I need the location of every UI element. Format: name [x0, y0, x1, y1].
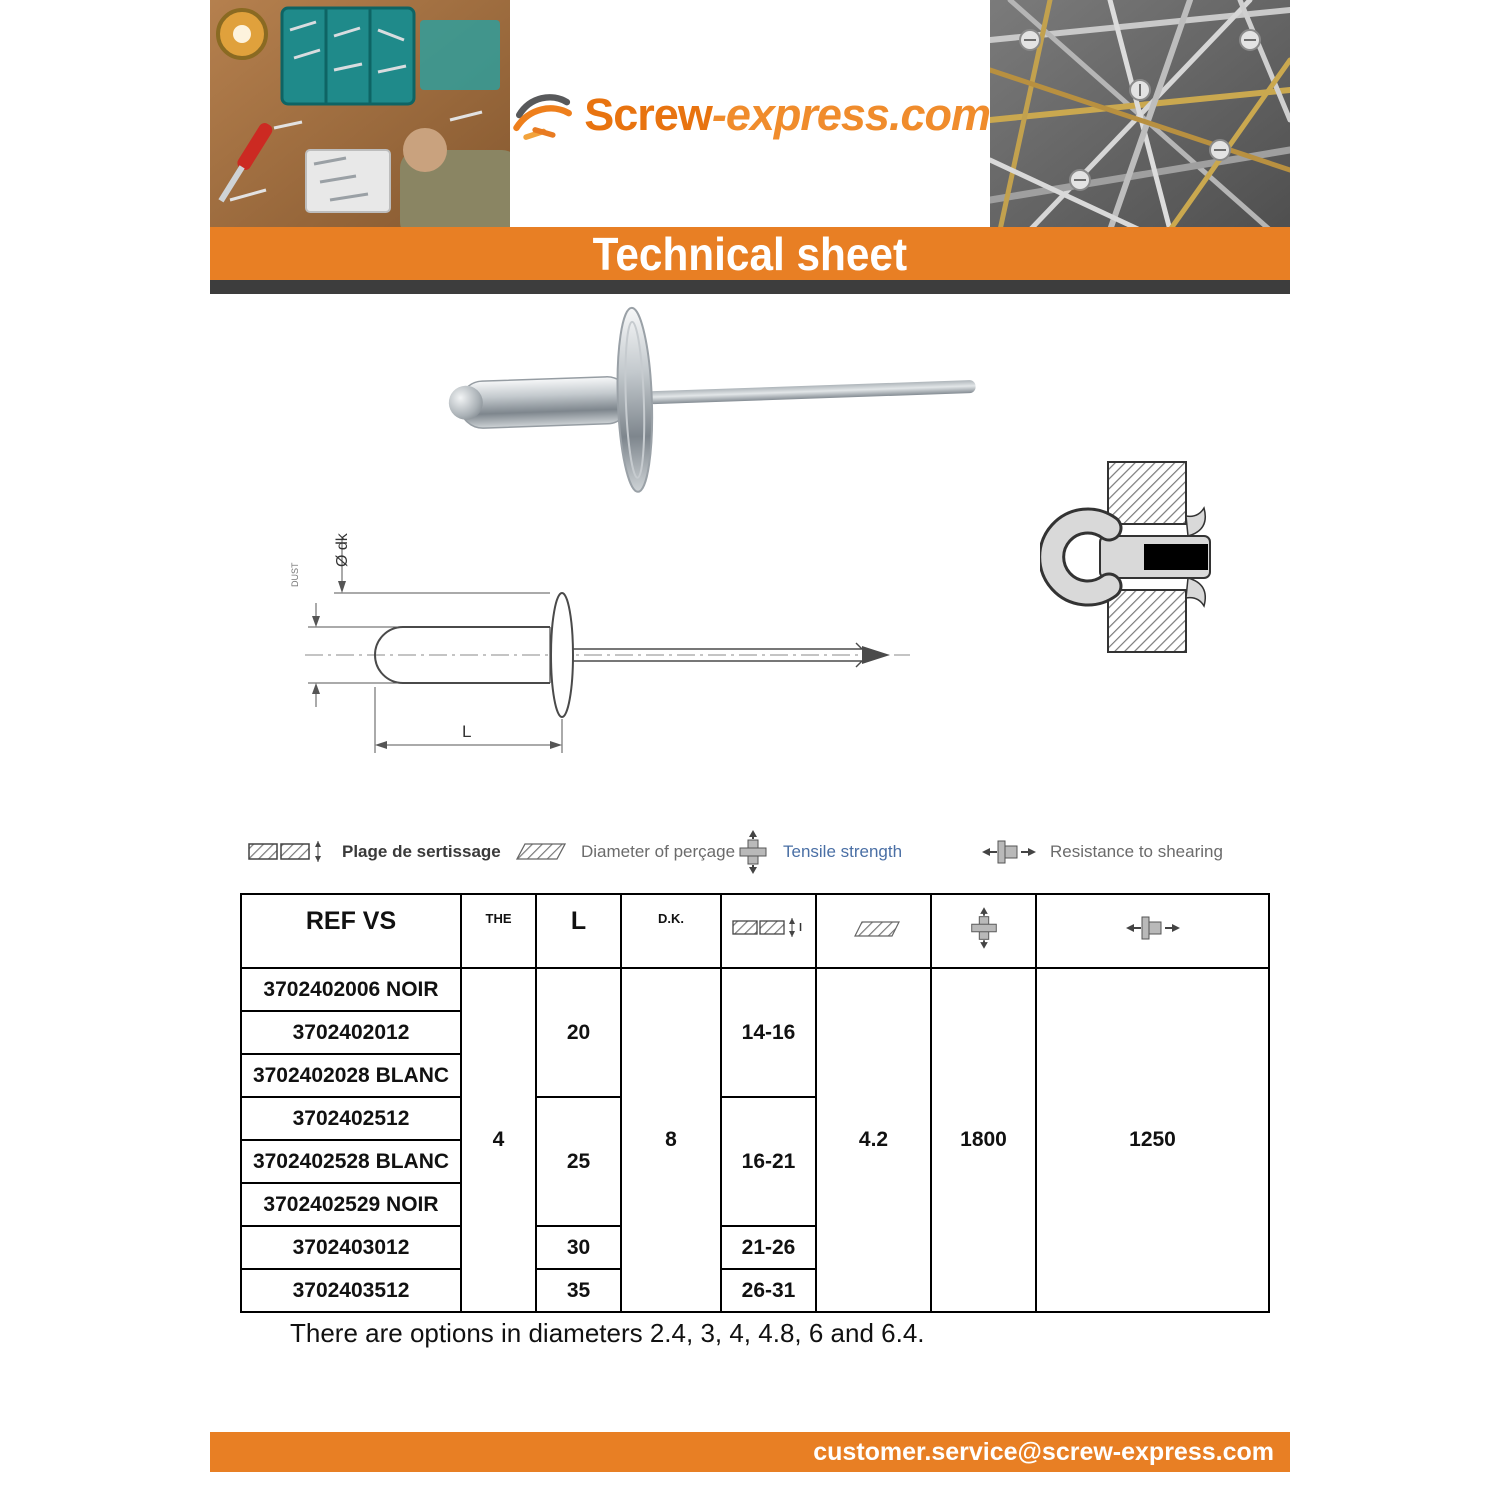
- col-header-the: THE: [461, 894, 536, 968]
- col-header-shear: [1036, 894, 1269, 968]
- mandrel-remnant: [1144, 544, 1208, 570]
- page-title: Technical sheet: [592, 227, 908, 280]
- header-photo-right: [990, 0, 1290, 230]
- rivet-cross-section-diagram: [1040, 458, 1230, 658]
- legend-drill-diameter: [505, 836, 735, 868]
- ref-cell: 3702402529 NOIR: [241, 1183, 461, 1226]
- tensile-strength-icon: [735, 830, 771, 874]
- legend-tensile-strength: [735, 836, 902, 868]
- col-header-tensile: [931, 894, 1036, 968]
- spec-table: [240, 893, 1270, 1313]
- swoosh-icon: [510, 85, 574, 145]
- legend-shear-resistance-label: Resistance to shearing: [1050, 842, 1223, 861]
- grip-cell: 16-21: [721, 1097, 816, 1226]
- rivet-flange: [615, 307, 655, 492]
- drill-diameter-icon: [845, 919, 903, 939]
- rivet-product-photo: [430, 305, 1000, 520]
- brand-name-rest: -express.com: [711, 89, 990, 140]
- grip-cell: 14-16: [721, 968, 816, 1097]
- table-header-row: [241, 894, 1269, 968]
- title-banner: [210, 227, 1290, 280]
- col-header-l: L: [536, 894, 621, 968]
- table-row: [241, 968, 1269, 1011]
- ref-cell: 3702402028 BLANC: [241, 1054, 461, 1097]
- workbench-photo-graphic: [210, 0, 510, 230]
- ref-cell: 3702402012: [241, 1011, 461, 1054]
- shear-resistance-icon: [980, 837, 1038, 867]
- ref-cell: 3702402528 BLANC: [241, 1140, 461, 1183]
- col-header-ref: REF VS: [241, 894, 461, 968]
- banner-divider: [210, 280, 1290, 294]
- rivet-technical-drawing: [250, 515, 930, 795]
- screw-pile-photo-graphic: [990, 0, 1290, 230]
- flange-claw-bottom: [1186, 578, 1205, 606]
- the-cell: 4: [461, 968, 536, 1312]
- header-photo-left: [210, 0, 510, 230]
- diameter-options-note: There are options in diameters 2.4, 3, 4, 4.8, 6 and 6.4.: [290, 1318, 925, 1348]
- hand-shape: [403, 128, 447, 172]
- contact-email: customer.service@screw-express.com: [813, 1437, 1274, 1466]
- parts-tray-icon: [306, 150, 390, 212]
- drill-diameter-icon: [505, 841, 569, 863]
- ref-cell: 3702402006 NOIR: [241, 968, 461, 1011]
- legend-tensile-strength-label: Tensile strength: [783, 842, 903, 861]
- grip-cell: 21-26: [721, 1226, 816, 1269]
- flange-claw-top: [1186, 508, 1205, 536]
- drill-cell: 4.2: [816, 968, 931, 1312]
- brand-name-bold: Screw: [584, 89, 712, 140]
- col-header-drill: [816, 894, 931, 968]
- brand-name: [584, 89, 990, 141]
- footer-bar: [210, 1432, 1290, 1472]
- rivet-body: [459, 376, 631, 429]
- grip-cell: 26-31: [721, 1269, 816, 1312]
- plate-top: [1108, 462, 1186, 524]
- l-cell: 20: [536, 968, 621, 1097]
- legend-grip-range: [248, 836, 501, 868]
- ref-cell: 3702403512: [241, 1269, 461, 1312]
- l-cell: 30: [536, 1226, 621, 1269]
- legend-shear-resistance: [980, 836, 1223, 868]
- dust-label: DUST: [290, 562, 300, 587]
- col-header-grip: [721, 894, 816, 968]
- rivet-mandrel-stem: [648, 380, 976, 404]
- plate-bottom: [1108, 590, 1186, 652]
- l-cell: 35: [536, 1269, 621, 1312]
- grip-range-icon: [732, 916, 806, 940]
- dia-dk-label: Ø dk: [334, 533, 351, 567]
- length-l-label: L: [462, 722, 472, 741]
- ref-cell: 3702403012: [241, 1226, 461, 1269]
- dk-cell: 8: [621, 968, 721, 1312]
- col-header-dk: D.K.: [621, 894, 721, 968]
- brand-logo: [510, 0, 990, 230]
- grip-range-icon: [248, 839, 330, 865]
- tensile-cell: 1800: [931, 968, 1036, 1312]
- legend-drill-diameter-label: Diameter of perçage: [581, 842, 736, 861]
- legend-grip-range-label: Plage de sertissage: [342, 842, 501, 861]
- ref-cell: 3702402512: [241, 1097, 461, 1140]
- shear-cell: 1250: [1036, 968, 1269, 1312]
- tensile-strength-icon: [967, 907, 1001, 949]
- svg-text:l: l: [798, 921, 802, 934]
- l-cell: 25: [536, 1097, 621, 1226]
- shear-resistance-icon: [1124, 913, 1182, 943]
